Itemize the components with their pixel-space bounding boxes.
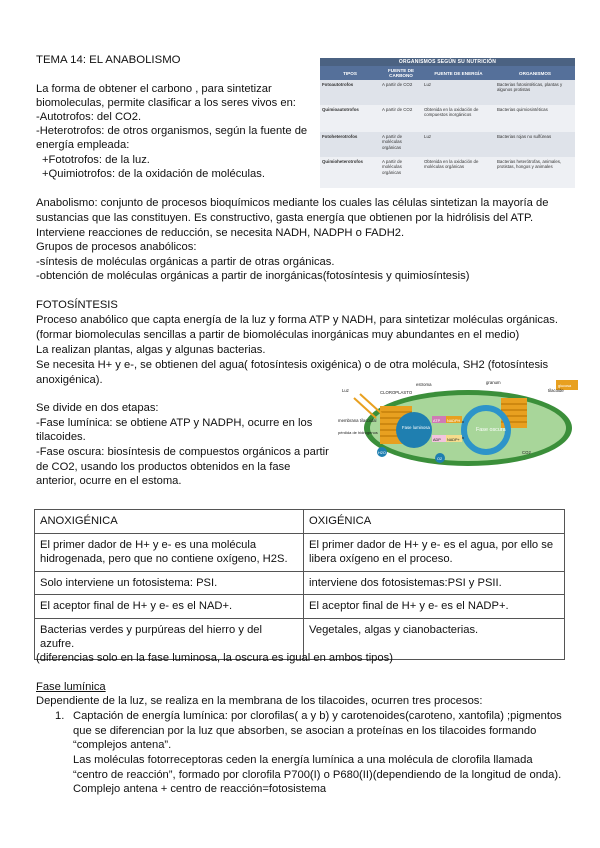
label-membrana: membrana tilacoidal bbox=[338, 418, 377, 423]
label-tilacoide: tilacoide bbox=[548, 388, 564, 393]
intro-line: +Quimiotrofos: de la oxidación de moléculas. bbox=[42, 168, 265, 180]
table-cell: Solo interviene un fotosistema: PSI. bbox=[35, 571, 304, 595]
intro-line: biomoleculas, permite clasificar a los seres vivos en: bbox=[36, 97, 296, 109]
list-item-line: “centro de reacción”, formado por clorofila P700(I) o P680(II)(dependiendo de la longitud de onda). bbox=[73, 769, 562, 781]
anabolismo-line: sustancias que las constituyen. Es constructivo, gasta energía que obtienen por la hidrólisis del ATP. bbox=[36, 212, 534, 224]
anabolismo-line: Anabolismo: conjunto de procesos bioquímicos mediante los cuales las células sintetizan la mayoría de bbox=[36, 197, 549, 209]
nutrition-cell: Bacterias fotosintéticas, plantas y algunos protistas bbox=[497, 82, 563, 93]
section-heading: FOTOSÍNTESIS bbox=[36, 299, 118, 311]
intro-line: -Autotrofos: del CO2. bbox=[36, 111, 142, 123]
label-nadph: NADPH bbox=[447, 419, 461, 423]
label-adp: ADP bbox=[433, 438, 441, 442]
chloroplast-diagram bbox=[336, 378, 580, 470]
nutrition-cell: Quimioheterotrofos bbox=[322, 159, 363, 164]
table-row bbox=[35, 510, 565, 534]
fotosintesis-line: anoxigénica). bbox=[36, 374, 103, 386]
label-co2: CO2 bbox=[522, 450, 531, 455]
nutrition-col: FUENTE DE ENERGÍA bbox=[434, 70, 483, 76]
nutrition-col: TIPOS bbox=[343, 70, 357, 76]
intro-line: +Fototrofos: de la luz. bbox=[42, 154, 150, 166]
anabolismo-line: Grupos de procesos anabólicos: bbox=[36, 241, 197, 253]
fotosintesis-line: Se necesita H+ y e-, se obtienen del agua( fotosíntesis oxigénica) o de otra molécula, SH2 (fotosíntesis bbox=[36, 359, 549, 371]
nutrition-cell: Fotoautotrofos bbox=[322, 82, 354, 87]
label-cloroplasto: CLOROPLASTO bbox=[380, 390, 413, 395]
label-fase-luminosa: Fase luminosa bbox=[402, 425, 430, 430]
nutrition-cell: Quimioautotrofos bbox=[322, 107, 359, 112]
light-arrow bbox=[354, 398, 376, 418]
fotosintesis-line: Proceso anabólico que capta energía de la luz y forma ATP y NADH, para sintetizar moléculas orgánicas. bbox=[36, 314, 558, 326]
nutrition-cell: Fotoheterotrofos bbox=[322, 134, 358, 139]
etapas-line: anterior, ocurre en el estoma. bbox=[36, 475, 182, 487]
page-title: TEMA 14: EL ANABOLISMO bbox=[36, 54, 181, 66]
table-header-cell: ANOXIGÉNICA bbox=[35, 510, 304, 534]
label-fase-oscura: Fase oscura bbox=[476, 427, 506, 433]
label-estroma: estroma bbox=[416, 382, 432, 387]
nutrition-col: ORGANISMOS bbox=[519, 70, 551, 76]
fotosintesis-line: La realizan plantas, algas y algunas bacterias. bbox=[36, 344, 266, 356]
table-cell: Bacterias verdes y purpúreas del hierro y del azufre. bbox=[35, 618, 304, 659]
list-item-line: que se diferencian por la luz que absorben, se asocian a proteínas en los tilacoides formando bbox=[73, 725, 537, 737]
label-luz: Luz bbox=[342, 388, 349, 393]
intro-line: -Heterotrofos: de otros organismos, según la fuente de bbox=[36, 125, 308, 137]
fotosintesis-line: (formar biomoleculas sencillas a partir de biomoléculas inorgánicas muy abundantes en el medio) bbox=[36, 329, 520, 341]
label-o2: O2 bbox=[437, 457, 443, 461]
anabolismo-line: -síntesis de moléculas orgánicas a partir de otras orgánicas. bbox=[36, 256, 335, 268]
table-cell: interviene dos fotosistemas:PSI y PSII. bbox=[304, 571, 565, 595]
etapas-line: -Fase oscura: biosíntesis de compuestos orgánicos a partir bbox=[36, 446, 329, 458]
table-header-cell: OXIGÉNICA bbox=[304, 510, 565, 534]
etapas-line: de CO2, usando los productos obtenidos en la fase bbox=[36, 461, 291, 473]
nutrition-table-heading: ORGANISMOS SEGÚN SU NUTRICIÓN bbox=[320, 58, 575, 66]
nutrition-table-header bbox=[320, 66, 575, 80]
fase-luminosa-node bbox=[396, 412, 432, 448]
list-item-line: Captación de energía lumínica: por clorofilas( a y b) y carotenoides(caroteno, xantofila) ;pigmentos bbox=[73, 710, 562, 722]
table-row bbox=[35, 533, 565, 571]
label-glucosa: glucosa bbox=[558, 384, 572, 388]
table-cell: El aceptor final de H+ y e- es el NADP+. bbox=[304, 595, 565, 619]
nutrition-cell: A partir de moléculas orgánicas bbox=[382, 134, 403, 150]
light-arrow bbox=[360, 394, 382, 414]
table-row bbox=[35, 595, 565, 619]
anabolismo-line: Interviene reacciones de reducción, se necesita NADH, NADPH o FADH2. bbox=[36, 227, 405, 239]
nutrition-col: FUENTE DE CARBONO bbox=[387, 68, 415, 78]
fase-luminica-heading: Fase lumínica bbox=[36, 681, 106, 693]
table-cell: El primer dador de H+ y e- es una molécula hidrogenada, pero que no contiene oxígeno, H2S. bbox=[35, 533, 304, 571]
label-atp: ATP bbox=[433, 419, 441, 423]
nutrition-cell: Luz bbox=[424, 134, 432, 139]
label-h2o: H2O bbox=[378, 451, 386, 455]
nutrition-cell: Bacterias heterótrofas, animales, protistas, hongos y animales bbox=[497, 159, 562, 170]
nutrition-row bbox=[320, 80, 575, 105]
nutrition-cell: Bacterias rojas no sulfúreas bbox=[497, 134, 552, 139]
anabolismo-line: -obtención de moléculas orgánicas a partir de inorgánicas(fotosíntesis y quimiosíntesis) bbox=[36, 270, 470, 282]
fase-luminica-intro: Dependiente de la luz, se realiza en la membrana de los tilacoides, ocurren tres procesos: bbox=[36, 695, 483, 707]
nutrition-cell: Bacterias quimiosintéticas bbox=[497, 107, 548, 112]
table-cell: El aceptor final de H+ y e- es el NAD+. bbox=[35, 595, 304, 619]
nutrition-table bbox=[320, 58, 575, 188]
etapas-line: tilacoides. bbox=[36, 431, 86, 443]
nutrition-cell: Luz bbox=[424, 82, 432, 87]
nutrition-row bbox=[320, 132, 575, 157]
nutrition-cell: A partir de moléculas orgánicas bbox=[382, 159, 403, 175]
comparison-note: (diferencias solo en la fase luminosa, la oscura es igual en ambos tipos) bbox=[36, 652, 393, 664]
list-item-line: Complejo antena + centro de reacción=fotosistema bbox=[73, 783, 327, 795]
nutrition-row bbox=[320, 105, 575, 132]
list-item-line: Las moléculas fotorreceptoras ceden la energía lumínica a una molécula de clorofila llamada bbox=[73, 754, 533, 766]
intro-line: energía empleada: bbox=[36, 139, 130, 151]
label-left-note: pérdida de hidrógenos bbox=[338, 430, 378, 435]
nutrition-row bbox=[320, 157, 575, 188]
nutrition-cell: Obtenida en la oxidación de moléculas orgánicas bbox=[424, 159, 479, 170]
etapas-line: -Fase lumínica: se obtiene ATP y NADPH, ocurre en los bbox=[36, 417, 313, 429]
nutrition-cell: A partir de CO2 bbox=[382, 82, 413, 87]
comparison-table bbox=[34, 509, 565, 660]
list-number: 1. bbox=[55, 710, 65, 722]
label-granum: granum bbox=[486, 380, 501, 385]
nutrition-cell: A partir de CO2 bbox=[382, 107, 413, 112]
intro-line: La forma de obtener el carbono , para sintetizar bbox=[36, 83, 272, 95]
table-cell: Vegetales, algas y cianobacterias. bbox=[304, 618, 565, 659]
list-item-line: “complejos antena”. bbox=[73, 739, 172, 751]
nutrition-cell: Obtenida en la oxidación de compuestos inorgánicos bbox=[424, 107, 479, 118]
table-cell: El primer dador de H+ y e- es el agua, por ello se libera oxígeno en el proceso. bbox=[304, 533, 565, 571]
etapas-line: Se divide en dos etapas: bbox=[36, 402, 159, 414]
table-row bbox=[35, 571, 565, 595]
label-nadp: NADP+ bbox=[447, 438, 460, 442]
